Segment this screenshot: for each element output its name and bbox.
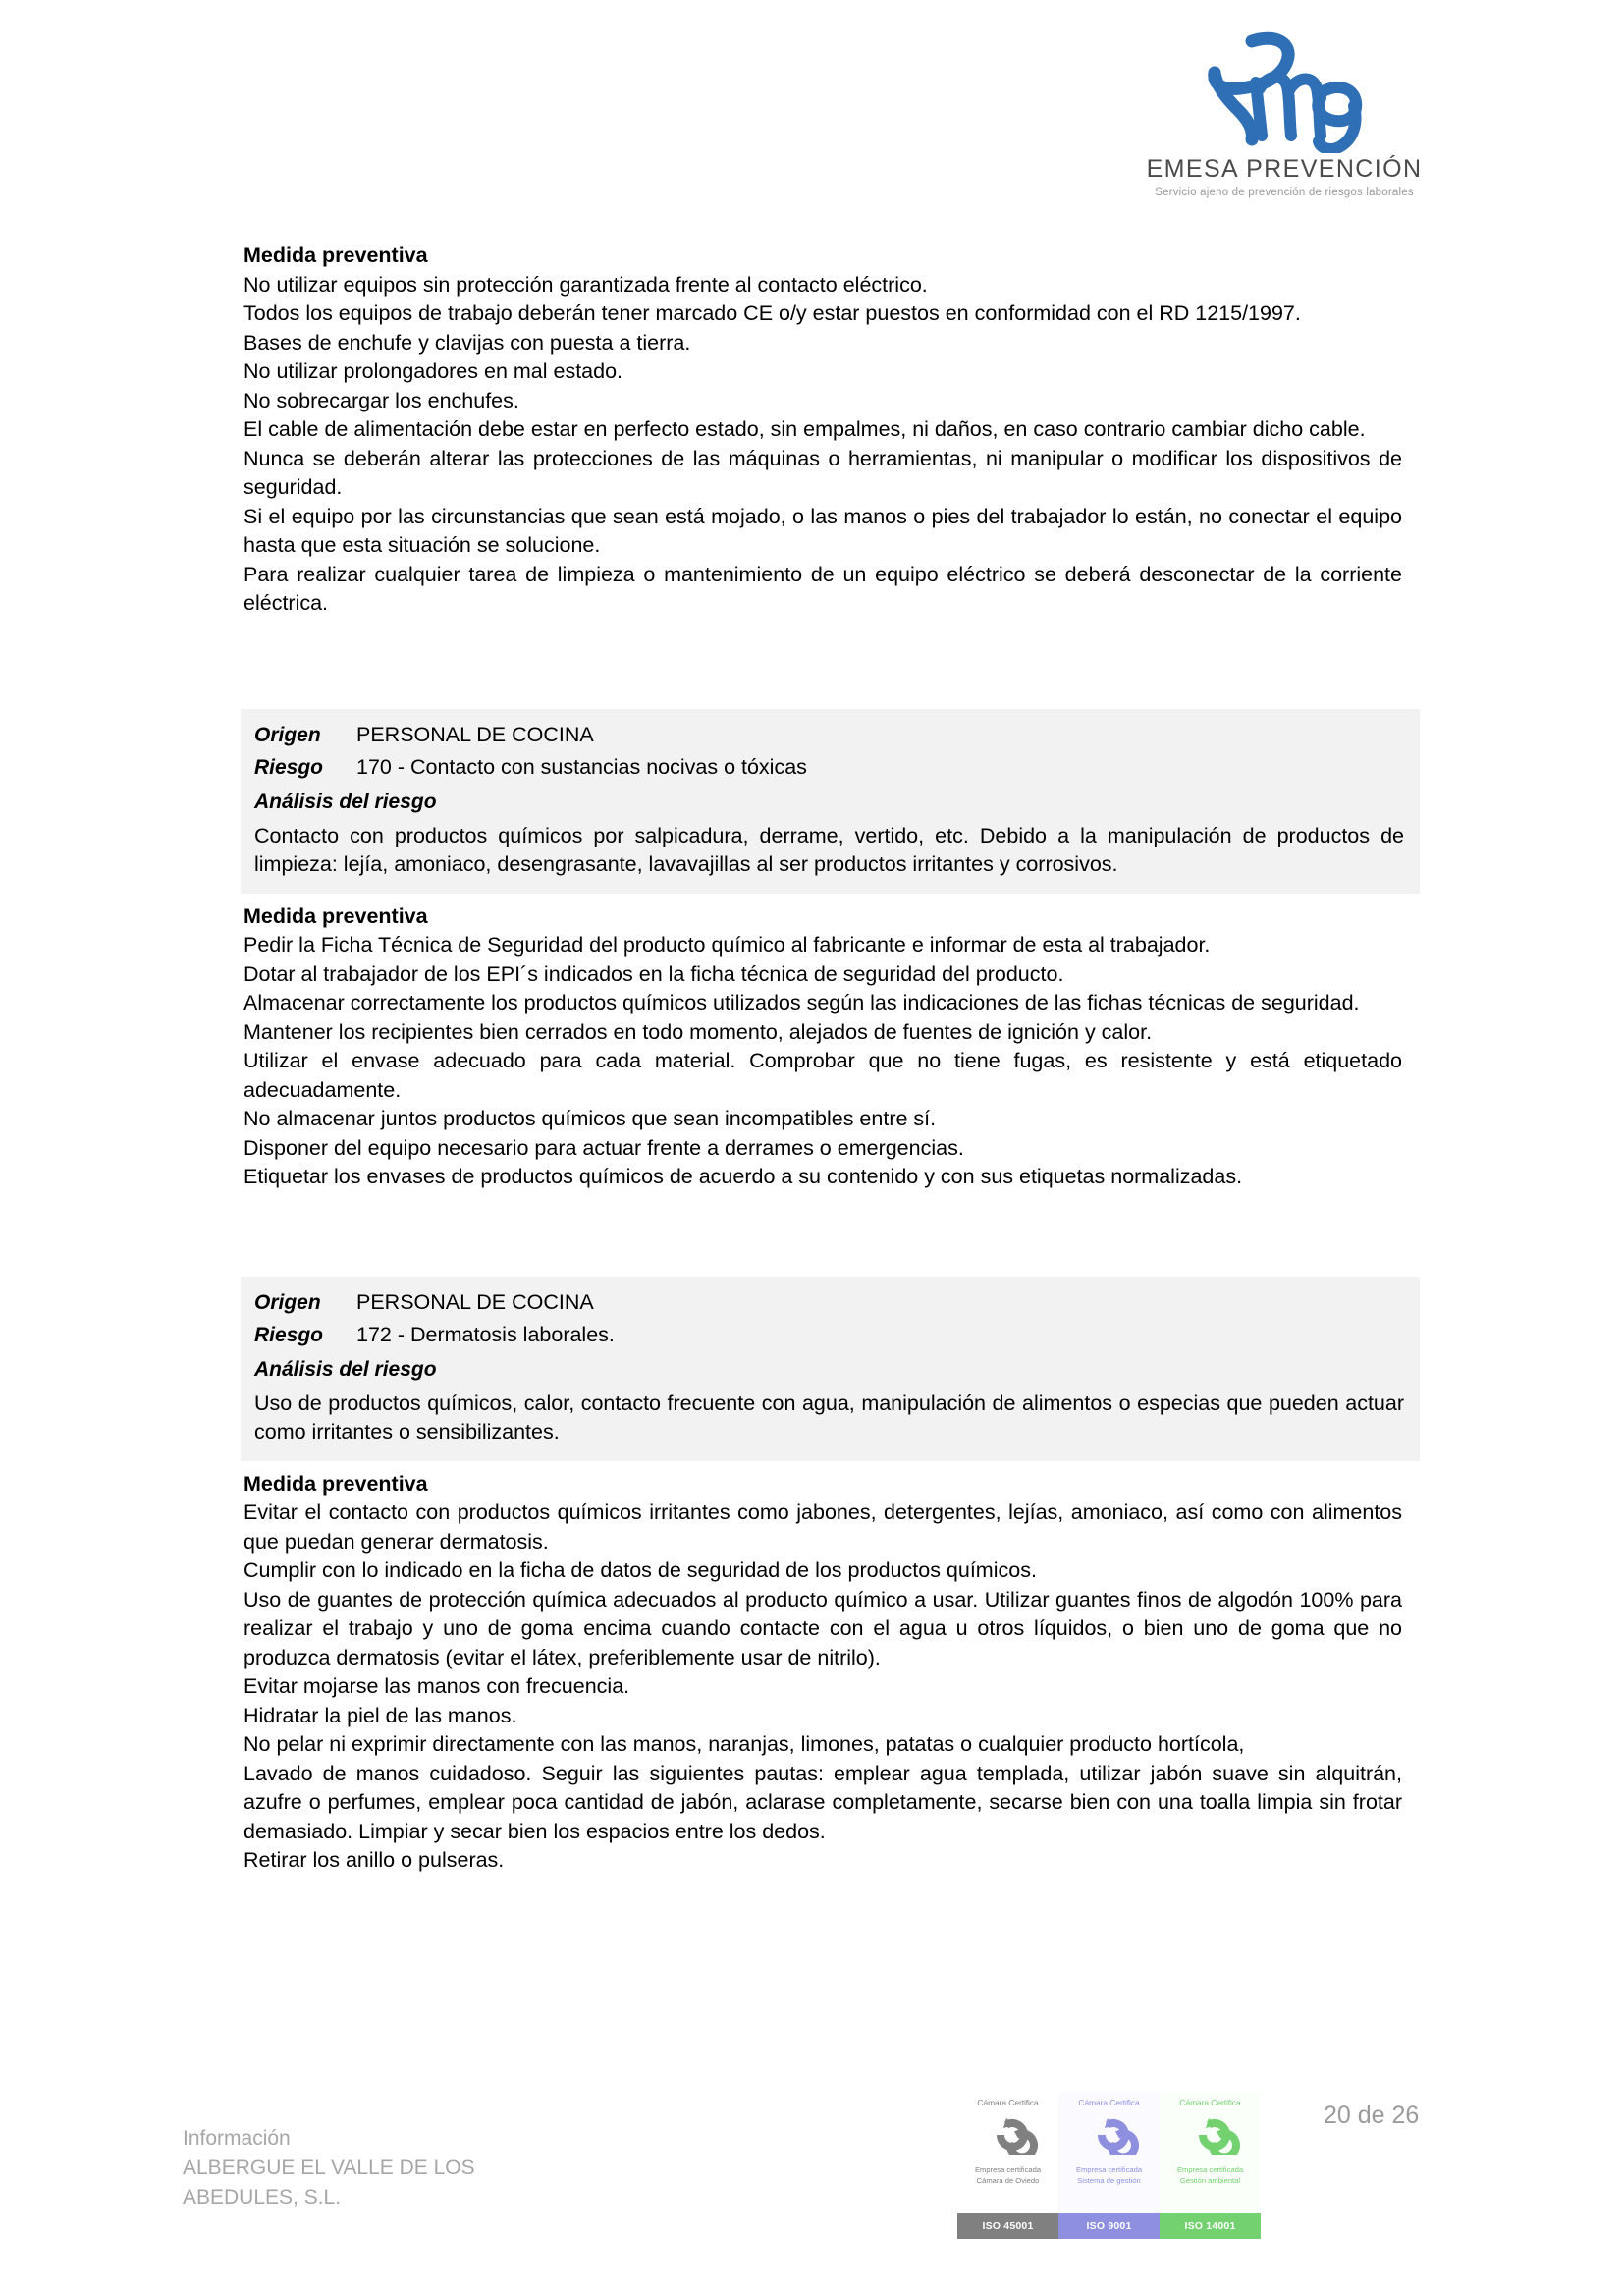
badge-sub-line2: Sistema de gestión (1077, 2176, 1141, 2185)
measure-line: No utilizar equipos sin protección garantizada frente al contacto eléctrico. (243, 272, 928, 297)
measure-line: Nunca se deberán alterar las protecciones de las máquinas o herramientas, ni manipular o modificar los dispositivos de seguridad. (243, 446, 1402, 499)
table-row (254, 751, 1406, 784)
measure-line: No sobrecargar los enchufes. (243, 388, 519, 412)
measure-line: Retirar los anillo o pulseras. (243, 1848, 505, 1872)
footer-company-info (183, 2124, 605, 2213)
table-row (254, 1319, 1406, 1351)
block-spacer (243, 1192, 1402, 1277)
riesgo-value: 170 - Contacto con sustancias nocivas o tóxicas (356, 754, 807, 779)
page-footer (0, 2080, 1623, 2296)
document-content (243, 242, 1402, 1876)
measure-line: Evitar el contacto con productos químicos irritantes como jabones, detergentes, lejías, amoniaco, así como con alimentos que puedan generar dermatosis. (243, 1501, 1402, 1554)
measure-line: Hidratar la piel de las manos. (243, 1703, 517, 1727)
measure-line: Pedir la Ficha Técnica de Seguridad del producto químico al fabricante e informar de esta al trabajador. (243, 933, 1211, 957)
badge-standard: ISO 45001 (957, 2213, 1058, 2239)
measure-line: Evitar mojarse las manos con frecuencia. (243, 1674, 630, 1698)
measure-line: Si el equipo por las circunstancias que sean está mojado, o las manos o pies del trabajador lo están, no conectar el equipo hasta que esta situación se solucione. (243, 504, 1402, 557)
footer-company-line1: ALBERGUE EL VALLE DE LOS (183, 2157, 475, 2179)
risk-table (241, 1277, 1420, 1461)
table-row (254, 1286, 1406, 1319)
measure-line: Almacenar correctamente los productos químicos utilizados según las indicaciones de las fichas técnicas de seguridad. (243, 991, 1360, 1014)
badge-title: Cámara Certifica (977, 2098, 1039, 2107)
section-heading: Medida preventiva (243, 244, 428, 267)
certification-badges (957, 2092, 1262, 2239)
riesgo-value: 172 - Dermatosis laborales. (356, 1322, 615, 1346)
analisis-text: Uso de productos químicos, calor, contacto frecuente con agua, manipulación de alimentos o especias que pueden actuar como irritantes o sensibilizantes. (254, 1391, 1404, 1444)
measure-line: Todos los equipos de trabajo deberán tener marcado CE o/y estar puestos en conformidad con el RD 1215/1997. (243, 301, 1301, 325)
badge-subtitle (1076, 2164, 1142, 2186)
certification-badge-iso14001 (1160, 2092, 1261, 2239)
measure-line: Uso de guantes de protección química adecuados al producto químico a usar. Utilizar guantes finos de algodón 100% para realizar el trabajo y uno de goma encima cuando contacte con el agua u otros líquidos, o bien uno de goma que no produzca dermatosis (evitar el látex, preferiblemente usar de nitrilo). (243, 1587, 1402, 1669)
badge-body (1058, 2092, 1160, 2213)
camara-certifica-icon (973, 2112, 1044, 2158)
origen-value: PERSONAL DE COCINA (356, 1289, 594, 1314)
brand-tagline: Servicio ajeno de prevención de riesgos laborales (1155, 187, 1414, 198)
badge-sub-line1: Empresa certificada (1075, 2165, 1143, 2174)
section-block (243, 242, 1402, 619)
badge-standard: ISO 9001 (1058, 2213, 1160, 2239)
footer-company-line2: ABEDULES, S.L. (183, 2186, 342, 2209)
badge-sub-line2: Cámara de Oviedo (976, 2176, 1040, 2185)
section-heading: Medida preventiva (243, 903, 428, 928)
badge-standard: ISO 14001 (1160, 2213, 1261, 2239)
certification-badge-iso45001 (957, 2092, 1058, 2239)
badge-title: Cámara Certifica (1179, 2098, 1241, 2107)
measure-line: Disponer del equipo necesario para actuar frente a derrames o emergencias. (243, 1135, 964, 1160)
measure-line: Lavado de manos cuidadoso. Seguir las siguientes pautas: emplear agua templada, utilizar jabón suave sin alquitrán, azufre o perfumes, emplear poca cantidad de jabón, aclarase completamente, secarse bien con una toalla limpia sin frotar demasiado. Limpiar y secar bien los espacios entre los dedos. (243, 1761, 1402, 1843)
analisis-label: Análisis del riesgo (254, 1357, 437, 1381)
measure-line: Para realizar cualquier tarea de limpieza o mantenimiento de un equipo eléctrico se deberá desconectar de la corriente eléctrica. (243, 562, 1402, 615)
badge-body (957, 2092, 1058, 2213)
riesgo-label: Riesgo (254, 755, 324, 779)
badge-sub-line1: Empresa certificada (974, 2165, 1042, 2174)
section-heading: Medida preventiva (243, 1471, 428, 1496)
measure-line: Dotar al trabajador de los EPI´s indicados en la ficha técnica de seguridad del producto. (243, 961, 1064, 986)
emesa-logo-icon (1108, 27, 1461, 153)
table-row (254, 719, 1406, 751)
origen-label: Origen (254, 1290, 321, 1314)
emesa-logo (1108, 27, 1461, 198)
badge-sub-line1: Empresa certificada (1176, 2165, 1244, 2174)
page-header (0, 27, 1623, 224)
camara-certifica-icon (1175, 2112, 1246, 2158)
origen-label: Origen (254, 723, 321, 746)
footer-info-label: Información (183, 2127, 291, 2150)
measure-line: No utilizar prolongadores en mal estado. (243, 359, 623, 383)
origen-value: PERSONAL DE COCINA (356, 722, 594, 746)
measure-line: Mantener los recipientes bien cerrados en todo momento, alejados de fuentes de ignición y calor. (243, 1019, 1153, 1044)
badge-subtitle (975, 2164, 1041, 2186)
analisis-label: Análisis del riesgo (254, 790, 437, 813)
measure-line: No almacenar juntos productos químicos que sean incompatibles entre sí. (243, 1107, 937, 1130)
badge-title: Cámara Certifica (1078, 2098, 1140, 2107)
risk-table (241, 709, 1420, 894)
measure-line: No pelar ni exprimir directamente con las manos, naranjas, limones, patatas o cualquier producto hortícola, (243, 1732, 1245, 1756)
measure-line: Etiquetar los envases de productos químicos de acuerdo a su contenido y con sus etiquetas normalizadas. (243, 1165, 1243, 1188)
analisis-text: Contacto con productos químicos por salpicadura, derrame, vertido, etc. Debido a la manipulación de productos de limpieza: lejía, amoniaco, desengrasante, lavavajillas al ser productos irritantes y corrosivos. (254, 823, 1404, 876)
block-spacer (243, 619, 1402, 709)
badge-body (1160, 2092, 1261, 2213)
page-number: 20 de 26 (1324, 2102, 1420, 2129)
badge-sub-line2: Gestión ambiental (1179, 2176, 1241, 2185)
measure-line: El cable de alimentación debe estar en perfecto estado, sin empalmes, ni daños, en caso contrario cambiar dicho cable. (243, 417, 1366, 441)
riesgo-label: Riesgo (254, 1323, 324, 1346)
badge-subtitle (1177, 2164, 1243, 2186)
measure-line: Bases de enchufe y clavijas con puesta a tierra. (243, 330, 691, 355)
measure-line: Utilizar el envase adecuado para cada material. Comprobar que no tiene fugas, es resistente y está etiquetado adecuadamente. (243, 1049, 1402, 1102)
brand-title: EMESA PREVENCIÓN (1146, 155, 1423, 183)
measure-line: Cumplir con lo indicado en la ficha de datos de seguridad de los productos químicos. (243, 1558, 1037, 1582)
camara-certifica-icon (1074, 2112, 1145, 2158)
certification-badge-iso9001 (1058, 2092, 1160, 2239)
